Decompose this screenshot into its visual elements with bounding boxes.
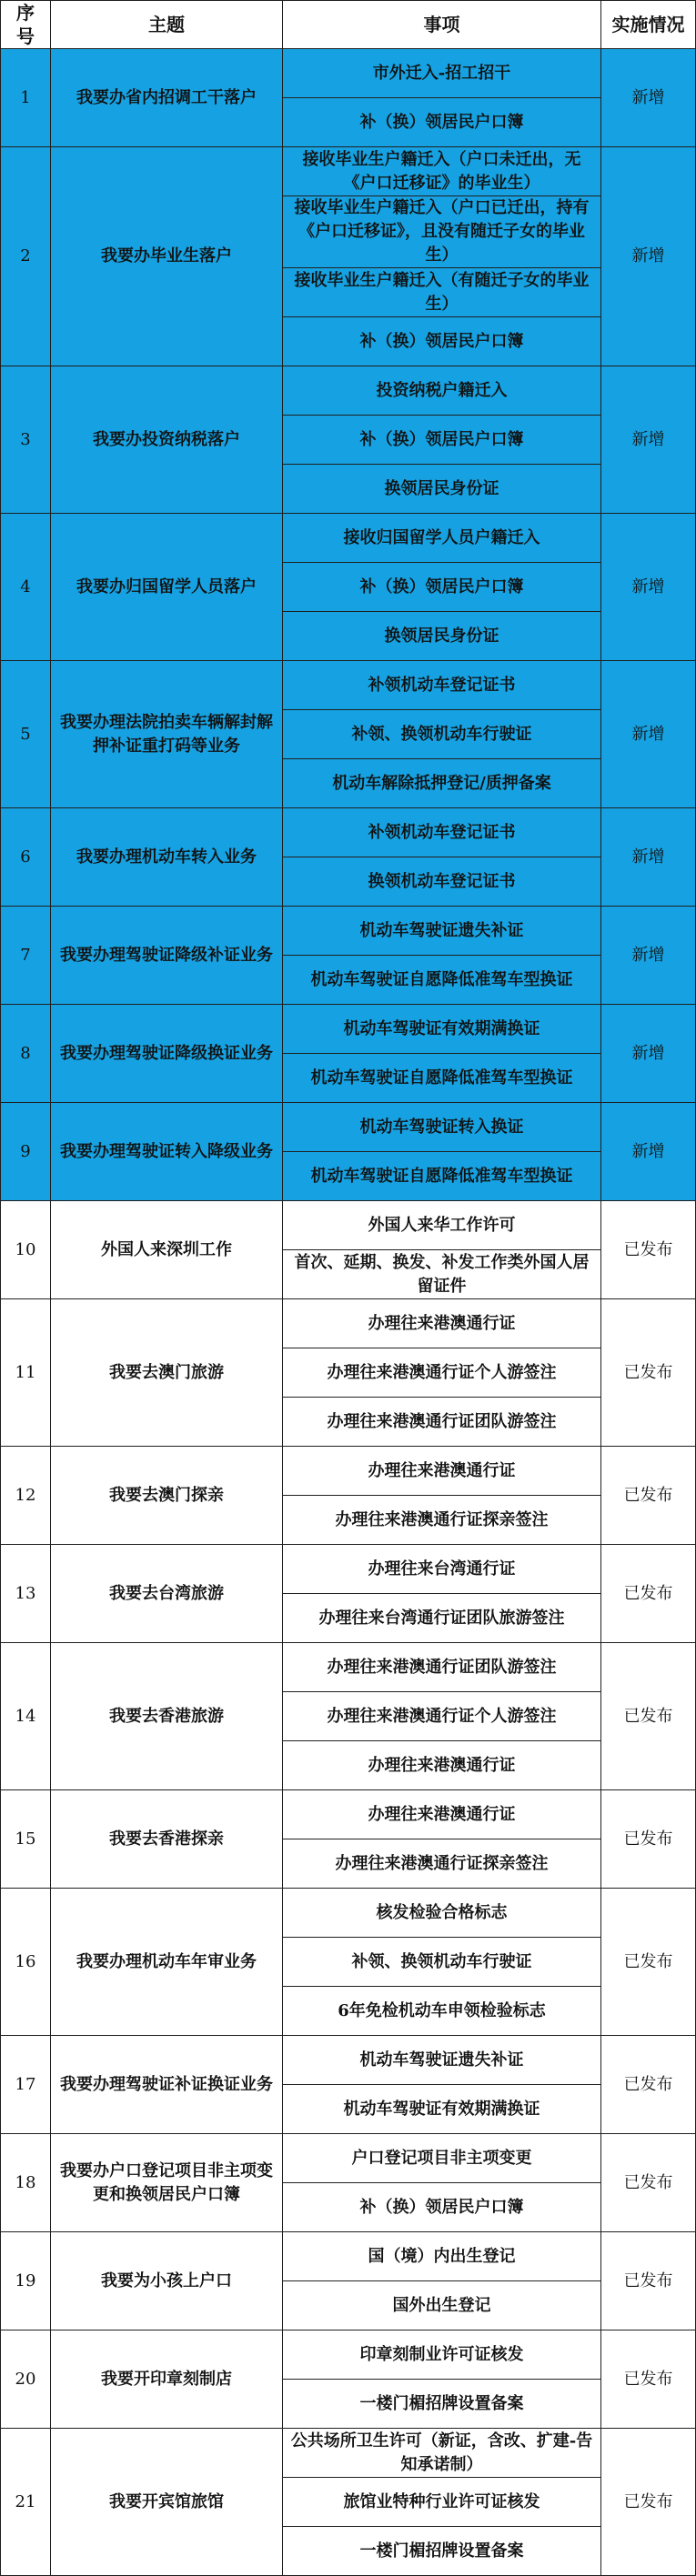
row-topic: 我要去台湾旅游 [51,1545,283,1643]
row-topic: 我要为小孩上户口 [51,2232,283,2330]
row-topic: 我要办理驾驶证降级补证业务 [51,907,283,1005]
header-row [1,1,696,49]
service-item: 接收归国留学人员户籍迁入 [283,514,601,563]
row-seq: 5 [1,661,51,808]
row-topic: 我要开印章刻制店 [51,2330,283,2429]
service-item: 机动车驾驶证转入换证 [283,1103,601,1152]
row-seq: 4 [1,514,51,661]
service-item: 旅馆业特种行业许可证核发 [283,2478,601,2527]
row-status: 新增 [601,808,696,907]
table-row [1,2036,696,2085]
row-seq: 1 [1,49,51,147]
row-topic: 我要办理驾驶证转入降级业务 [51,1103,283,1201]
service-item: 机动车驾驶证遗失补证 [283,2036,601,2085]
table-row [1,1790,696,1839]
table-row [1,1201,696,1250]
table-row [1,808,696,857]
row-topic: 我要办理驾驶证降级换证业务 [51,1005,283,1103]
service-item: 接收毕业生户籍迁入（有随迁子女的毕业生） [283,268,601,317]
row-topic: 我要办省内招调工干落户 [51,49,283,147]
service-item: 外国人来华工作许可 [283,1201,601,1250]
service-item: 办理往来港澳通行证探亲签注 [283,1496,601,1545]
row-topic: 我要去香港旅游 [51,1643,283,1790]
table-row [1,1643,696,1692]
service-item: 机动车驾驶证遗失补证 [283,907,601,956]
service-item: 接收毕业生户籍迁入（户口未迁出，无《户口迁移证》的毕业生） [283,147,601,196]
service-item: 接收毕业生户籍迁入（户口已迁出，持有《户口迁移证》，且没有随迁子女的毕业生） [283,196,601,268]
row-seq: 21 [1,2429,51,2576]
row-status: 已发布 [601,1790,696,1889]
table-row [1,1005,696,1054]
row-status: 已发布 [601,1299,696,1447]
service-item: 办理往来港澳通行证团队游签注 [283,1643,601,1692]
service-item: 补领、换领机动车行驶证 [283,1938,601,1987]
table-row [1,2330,696,2380]
service-item: 市外迁入-招工招干 [283,49,601,98]
row-status: 新增 [601,661,696,808]
service-item: 补（换）领居民户口簿 [283,416,601,465]
row-seq: 17 [1,2036,51,2134]
row-status: 新增 [601,366,696,514]
row-topic: 我要办理法院拍卖车辆解封解押补证重打码等业务 [51,661,283,808]
row-status: 已发布 [601,2429,696,2576]
row-status: 新增 [601,907,696,1005]
row-status: 已发布 [601,1643,696,1790]
header-topic: 主题 [51,1,283,49]
service-item: 首次、延期、换发、补发工作类外国人居留证件 [283,1250,601,1299]
row-topic: 外国人来深圳工作 [51,1201,283,1299]
row-topic: 我要办投资纳税落户 [51,366,283,514]
header-items: 事项 [283,1,601,49]
service-item: 办理往来港澳通行证 [283,1790,601,1839]
service-item: 办理往来港澳通行证个人游签注 [283,1348,601,1398]
service-item: 补领机动车登记证书 [283,808,601,857]
row-seq: 15 [1,1790,51,1889]
row-seq: 3 [1,366,51,514]
service-item: 机动车驾驶证自愿降低准驾车型换证 [283,1054,601,1103]
service-item: 补（换）领居民户口簿 [283,563,601,612]
service-item: 补（换）领居民户口簿 [283,2183,601,2232]
row-seq: 8 [1,1005,51,1103]
row-seq: 10 [1,1201,51,1299]
service-item: 国外出生登记 [283,2281,601,2330]
service-item: 补领、换领机动车行驶证 [283,710,601,759]
header-status: 实施情况 [601,1,696,49]
service-item: 户口登记项目非主项变更 [283,2134,601,2183]
row-topic: 我要办毕业生落户 [51,147,283,366]
row-topic: 我要办户口登记项目非主项变更和换领居民户口簿 [51,2134,283,2232]
row-status: 已发布 [601,2036,696,2134]
service-item: 办理往来台湾通行证团队旅游签注 [283,1594,601,1643]
table-row [1,1889,696,1938]
row-seq: 14 [1,1643,51,1790]
service-item: 国（境）内出生登记 [283,2232,601,2281]
service-item: 印章刻制业许可证核发 [283,2330,601,2380]
row-topic: 我要办归国留学人员落户 [51,514,283,661]
service-item: 一楼门楣招牌设置备案 [283,2380,601,2429]
service-item: 机动车驾驶证有效期满换证 [283,2085,601,2134]
service-item: 办理往来港澳通行证 [283,1447,601,1496]
row-status: 已发布 [601,2232,696,2330]
table-row [1,661,696,710]
row-seq: 6 [1,808,51,907]
service-item: 换领机动车登记证书 [283,857,601,907]
service-item: 机动车驾驶证自愿降低准驾车型换证 [283,1152,601,1201]
row-topic: 我要办理机动车年审业务 [51,1889,283,2036]
service-item: 机动车驾驶证有效期满换证 [283,1005,601,1054]
service-item: 换领居民身份证 [283,465,601,514]
row-seq: 20 [1,2330,51,2429]
service-item: 补（换）领居民户口簿 [283,98,601,147]
row-status: 已发布 [601,1447,696,1545]
service-item: 办理往来港澳通行证个人游签注 [283,1692,601,1741]
table-row [1,2232,696,2281]
service-item: 投资纳税户籍迁入 [283,366,601,416]
service-item: 机动车解除抵押登记/质押备案 [283,759,601,808]
row-seq: 7 [1,907,51,1005]
row-status: 已发布 [601,1545,696,1643]
row-seq: 2 [1,147,51,366]
row-seq: 16 [1,1889,51,2036]
row-status: 新增 [601,1103,696,1201]
service-item: 补（换）领居民户口簿 [283,317,601,366]
row-seq: 12 [1,1447,51,1545]
table-row [1,366,696,416]
table-row [1,1103,696,1152]
table-row [1,1545,696,1594]
service-item: 换领居民身份证 [283,612,601,661]
table-row [1,907,696,956]
row-status: 新增 [601,49,696,147]
service-item: 办理往来港澳通行证探亲签注 [283,1839,601,1889]
row-seq: 18 [1,2134,51,2232]
row-status: 新增 [601,514,696,661]
row-seq: 9 [1,1103,51,1201]
row-topic: 我要去澳门旅游 [51,1299,283,1447]
row-status: 已发布 [601,2134,696,2232]
row-status: 已发布 [601,1889,696,2036]
row-seq: 13 [1,1545,51,1643]
row-topic: 我要去澳门探亲 [51,1447,283,1545]
table-row [1,1299,696,1348]
service-item: 6年免检机动车申领检验标志 [283,1987,601,2036]
row-topic: 我要办理驾驶证补证换证业务 [51,2036,283,2134]
service-item: 一楼门楣招牌设置备案 [283,2527,601,2576]
service-item: 机动车驾驶证自愿降低准驾车型换证 [283,956,601,1005]
row-seq: 19 [1,2232,51,2330]
service-item: 办理往来港澳通行证团队游签注 [283,1398,601,1447]
row-status: 新增 [601,147,696,366]
service-item: 办理往来港澳通行证 [283,1741,601,1790]
header-seq: 序号 [1,1,51,49]
row-seq: 11 [1,1299,51,1447]
row-status: 新增 [601,1005,696,1103]
service-item: 公共场所卫生许可（新证，含改、扩建-告知承诺制） [283,2429,601,2478]
table-row [1,2134,696,2183]
row-status: 已发布 [601,2330,696,2429]
table-body [1,49,696,2576]
row-topic: 我要办理机动车转入业务 [51,808,283,907]
row-status: 已发布 [601,1201,696,1299]
service-item: 核发检验合格标志 [283,1889,601,1938]
row-topic: 我要去香港探亲 [51,1790,283,1889]
service-item: 补领机动车登记证书 [283,661,601,710]
table-row [1,49,696,98]
service-item: 办理往来台湾通行证 [283,1545,601,1594]
row-topic: 我要开宾馆旅馆 [51,2429,283,2576]
table-row [1,1447,696,1496]
table-row [1,147,696,196]
service-item: 办理往来港澳通行证 [283,1299,601,1348]
table-row [1,514,696,563]
table-row [1,2429,696,2478]
